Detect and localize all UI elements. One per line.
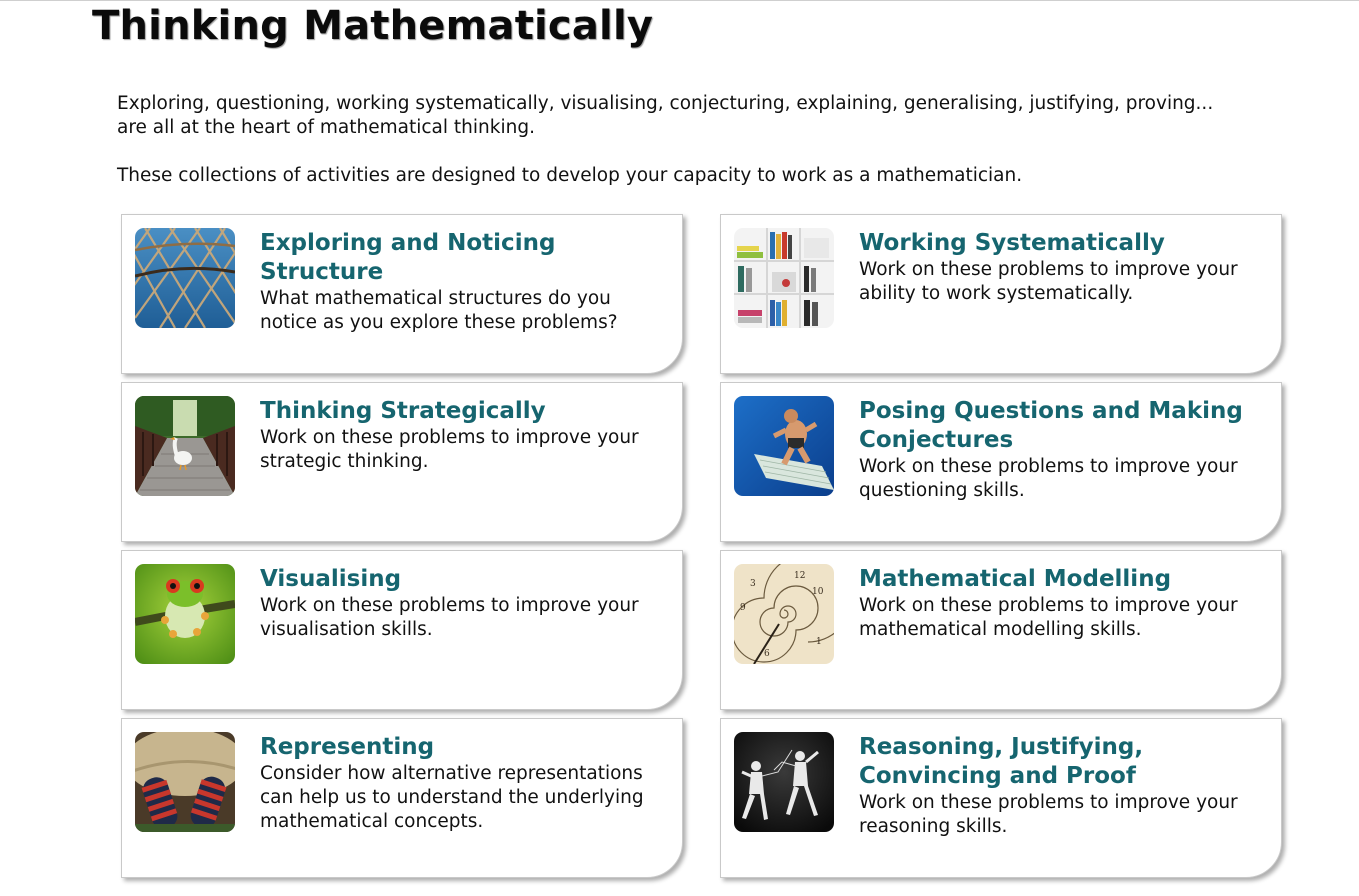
svg-text:3: 3 <box>750 579 756 589</box>
svg-text:1: 1 <box>816 637 822 647</box>
card-text <box>260 733 672 834</box>
card-mathematical-modelling[interactable] <box>720 550 1282 710</box>
top-divider <box>0 0 1359 1</box>
rope-net-over-water-image[interactable] <box>135 228 235 328</box>
diver-on-springboard-image[interactable] <box>734 396 834 496</box>
card-text <box>260 397 672 474</box>
card-description: Work on these problems to improve your questioning skills. <box>859 456 1238 501</box>
card-reasoning-justifying-convincing-and-proof[interactable] <box>720 718 1282 878</box>
svg-text:6: 6 <box>764 649 770 659</box>
card-description: Work on these problems to improve your mathematical modelling skills. <box>859 595 1238 640</box>
card-title-link[interactable]: Reasoning, Justifying, Convincing and Proof <box>859 734 1144 789</box>
svg-text:9: 9 <box>740 603 746 613</box>
card-title-link[interactable]: Representing <box>260 734 435 760</box>
card-text <box>260 565 672 642</box>
card-title-link[interactable]: Thinking Strategically <box>260 398 546 424</box>
card-text <box>859 565 1271 642</box>
card-title-link[interactable]: Working Systematically <box>859 230 1165 256</box>
card-title-link[interactable]: Exploring and Noticing Structure <box>260 230 556 285</box>
card-description: Work on these problems to improve your visualisation skills. <box>260 595 639 640</box>
fencers-dueling-image[interactable] <box>734 732 834 832</box>
card-exploring-and-noticing-structure[interactable] <box>121 214 683 374</box>
goose-on-bridge-image[interactable] <box>135 396 235 496</box>
card-text <box>859 733 1271 839</box>
topic-card-grid <box>121 214 1282 878</box>
card-description: Consider how alternative representations can help us to understand the underlying mathematical concepts. <box>260 763 644 832</box>
intro-section <box>117 92 1227 188</box>
card-visualising[interactable] <box>121 550 683 710</box>
card-description: Work on these problems to improve your strategic thinking. <box>260 427 639 472</box>
card-description: Work on these problems to improve your reasoning skills. <box>859 792 1238 837</box>
tree-frog-on-branch-image[interactable] <box>135 564 235 664</box>
svg-text:10: 10 <box>812 587 824 597</box>
card-thinking-strategically[interactable] <box>121 382 683 542</box>
intro-paragraph: These collections of activities are designed to develop your capacity to work as a mathematician. <box>117 165 1023 186</box>
card-title-link[interactable]: Posing Questions and Making Conjectures <box>859 398 1243 453</box>
card-text <box>859 397 1271 503</box>
card-text <box>859 229 1271 306</box>
card-title-link[interactable]: Visualising <box>260 566 402 592</box>
svg-text:12: 12 <box>794 571 806 581</box>
card-description: Work on these problems to improve your ability to work systematically. <box>859 259 1238 304</box>
striped-socks-feet-image[interactable] <box>135 732 235 832</box>
spiral-clock-image[interactable] <box>734 564 834 664</box>
page-title: Thinking Mathematically <box>92 3 654 49</box>
card-title-link[interactable]: Mathematical Modelling <box>859 566 1172 592</box>
intro-paragraph: Exploring, questioning, working systematically, visualising, conjecturing, explaining, generalising, justifying, proving... are all at the heart of mathematical thinking. <box>117 93 1214 138</box>
card-posing-questions-and-making-conjectures[interactable] <box>720 382 1282 542</box>
card-representing[interactable] <box>121 718 683 878</box>
card-working-systematically[interactable] <box>720 214 1282 374</box>
bookshelf-with-folders-image[interactable] <box>734 228 834 328</box>
card-description: What mathematical structures do you notice as you explore these problems? <box>260 288 618 333</box>
card-text <box>260 229 672 335</box>
